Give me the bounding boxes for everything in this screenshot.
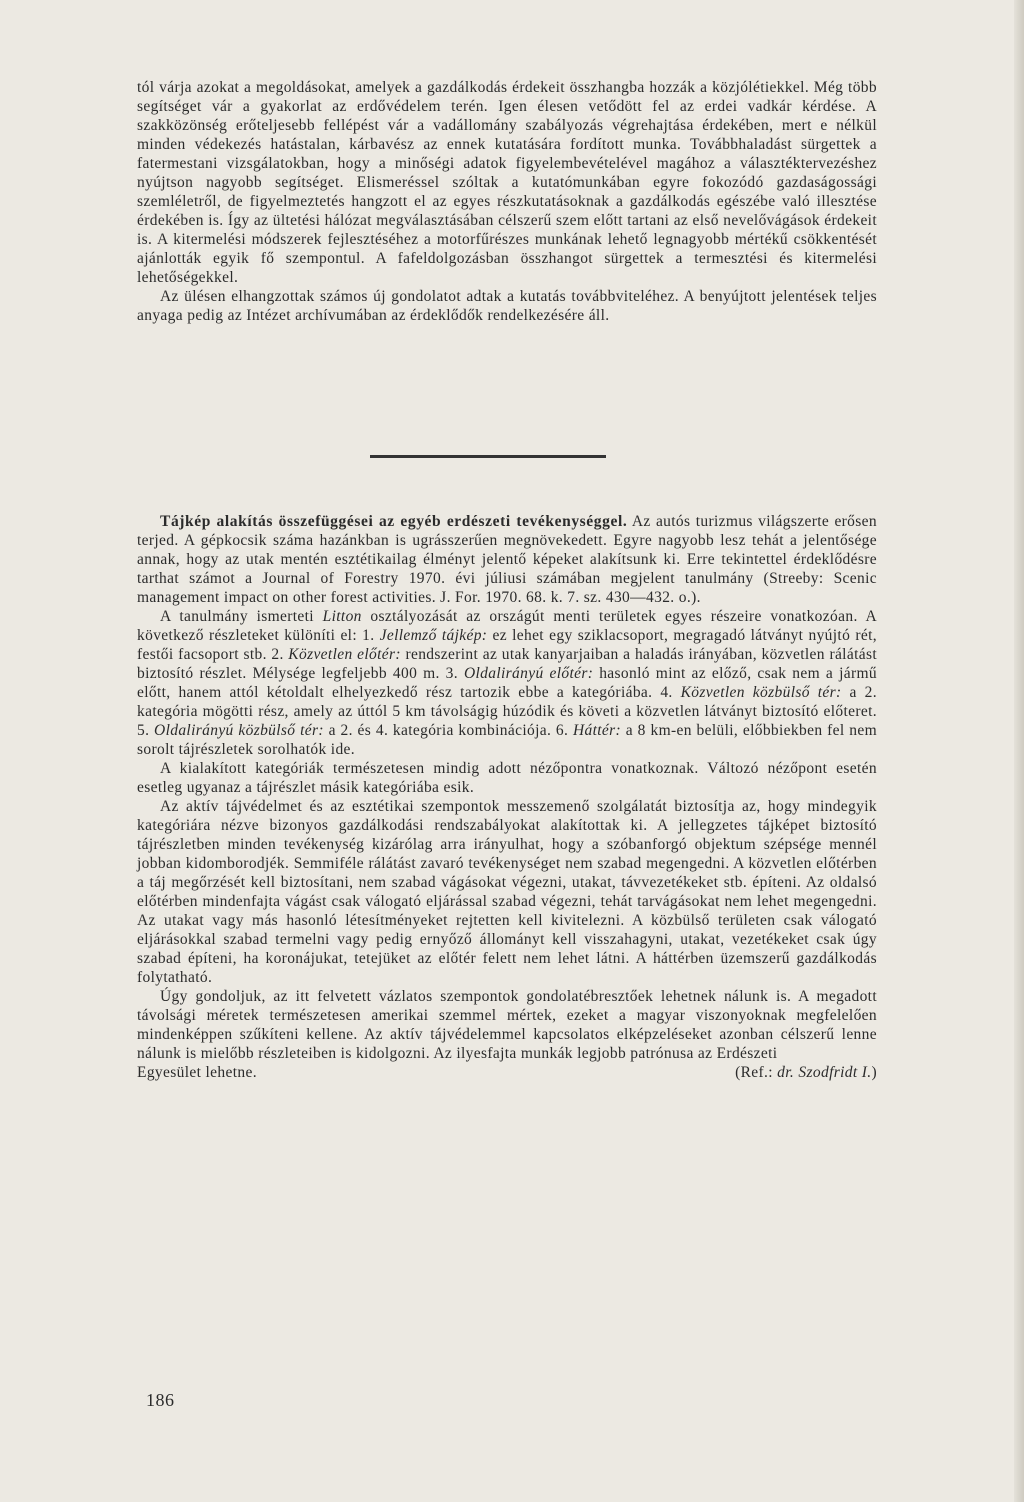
paragraph-text: Az autós turizmus világszerte erősen terjed. A gépkocsik száma hazánkban is ugrásszerűen megnövekedett. Egyre nagyobb lesz tehát a jelentősége annak, hogy az utak mentén esztétikailag élményt jelentő képeket alakítsunk ki. Erre tekintettel érdeklődésre tarthat számot a Journal of Forestry 1970. évi júliusi számában megjelent tanulmány (Streeby: Scenic management impact on other forest activities. J. For. 1970. 68. k. 7. sz. 430—432. o.). [137,513,877,606]
reference [735,1063,877,1082]
article-intro [137,512,877,607]
category-term: Közvetlen előtér: [288,646,401,663]
category-term: Közvetlen közbülső tér: [680,684,842,701]
closing-line [137,1063,877,1082]
paragraph: Az aktív tájvédelmet és az esztétikai szempontok messzemenő szolgálatát biztosítja az, hogy mindegyik kategóriára nézve bizonyos gazdálkodási rendszabályokat alakítottak ki. A jellegzetes tájképet biztosító tájrészletben minden tevékenység kizárólag arra irányulhat, hogy a szóbanforgó objektum szépsége mennél jobban kidomborodjék. Semmiféle rálátást zavaró tevékenységet nem szabad megengedni. A közvetlen előtérben a táj megőrzését kell biztosítani, nem szabad vágásokat végezni, utakat, távvezetékeket stb. építeni. Az oldalsó előtérben mindenfajta vágást csak válogató eljárással szabad végezni, tehát tarvágásokat nem lehet megengedni. Az utakat vagy más hasonló létesítményeket rejtetten kell kivitelezni. A közbülső területen csak válogató eljárásokkal szabad termelni vagy pedig ernyőző állományt kell visszahagyni, utakat, vezetékeket csak úgy szabad építeni, ha koronájukat, tetejüket az előtér felett nem lehet látni. A háttérben üzemszerű gazdálkodás folytatható. [137,798,877,986]
category-term: Oldalirányú közbülső tér: [154,722,324,739]
category-term: Oldalirányú előtér: [463,665,594,682]
page-number: 186 [146,1390,175,1410]
paragraph: Úgy gondoljuk, az itt felvetett vázlatos szempontok gondolatébresztőek lehetnek nálunk is. A megadott távolsági méretek természetesen amerikai szemmel mértek, ezeket a magyar viszonyoknak megfelelően mindenképpen szűkíteni kellene. Az aktív tájvédelemmel kapcsolatos elképzeléseket azonban célszerű lenne nálunk is mielőbb részleteiben is kidolgozni. Az ilyesfajta munkák legjobb patrónusa az Erdészeti [137,988,877,1062]
paragraph: tól várja azokat a megoldásokat, amelyek a gazdálkodás érdekeit összhangba hozzák a közjólétiekkel. Még több segítséget vár a gyakorlat az erdővédelem terén. Igen élesen vetődött fel az erdei vadkár kérdése. A szakközönség erőteljesebb fellépést vár a vadállomány szabályozás végrehajtása érdekében, mert e nélkül minden védekezés hatástalan, kárbavész az ennek kutatására fordított munka. Továbbhaladást sürgettek a fatermestani vizsgálatokban, hogy a minőségi adatok figyelembevételével magához a választéktervezéshez nyújtson nagyobb segítséget. Elismeréssel szóltak a kutatómunkában egyre fokozódó gazdaságossági szemléletről, de figyelmeztetés hangzott el az egyes részkutatásoknak a gazdálkodás egészébe való illesztése érdekében is. Így az ültetési hálózat megválasztásában célszerű szem előtt tartani az első nevelővágások érdekeit is. A kitermelési módszerek fejlesztéséhez a motorfűrészes munkának lehető legnagyobb mértékű csökkentését ajánlották egyik fő szempontul. A fafeldolgozásban összhangot sürgettek a termesztési és kitermelési lehetőségekkel. [137,79,877,286]
category-term: Háttér: [572,722,622,739]
section-divider [370,455,606,458]
text-run: ) [871,1064,877,1081]
text-run: a 2. és 4. kategória kombinációja. 6. [323,722,573,739]
text-run: a 8 km-en belüli, előbbiekben fel nem sorolt tájrészletek sorolhatók ide. [137,722,877,758]
text-run: osztályozását az országút menti területek egyes részeire vonatkozóan. A következő részleteket különíti el: 1. [137,608,878,644]
article [137,512,877,1082]
article-title: Tájkép alakítás összefüggései az egyéb erdészeti tevékenységgel. [160,513,628,530]
page-edge [1014,0,1024,1502]
author-name: dr. Szodfridt I. [777,1064,872,1081]
paragraph: Az ülésen elhangzottak számos új gondolatot adtak a kutatás továbbviteléhez. A benyújtott jelentések teljes anyaga pedig az Intézet archívumában az érdeklődők rendelkezésére áll. [137,288,877,324]
text-run: ez lehet egy sziklacsoport, megragadó látványt nyújtó rét, festői facsoport stb. 2. [137,627,877,663]
paragraph-end: Egyesület lehetne. [137,1064,257,1081]
text-run: a 2. kategória mögötti rész, amely az úttól 5 km távolságig húzódik és követi a közvetlen látványt biztosító előteret. 5. [137,684,877,739]
report-continuation [137,78,877,325]
author-name: Litton [322,608,362,625]
paragraph: A kialakított kategóriák természetesen mindig adott nézőpontra vonatkoznak. Változó nézőpont esetén esetleg ugyanaz a tájrészlet másik kategóriába esik. [137,760,877,796]
text-run: A tanulmány ismerteti [160,608,323,625]
paragraph [137,607,877,759]
text-run: hasonló mint az előző, csak nem a jármű előtt, hanem attól kétoldalt elhelyezkedő rész tartozik ebbe a kategóriába. 4. [137,665,877,701]
category-term: Jellemző tájkép: [379,627,488,644]
text-run: rendszerint az utak kanyarjaiban a haladás irányában, közvetlen rálátást biztosító részlet. Mélysége legfeljebb 400 m. 3. [137,646,877,682]
text-run: (Ref.: [735,1064,778,1081]
